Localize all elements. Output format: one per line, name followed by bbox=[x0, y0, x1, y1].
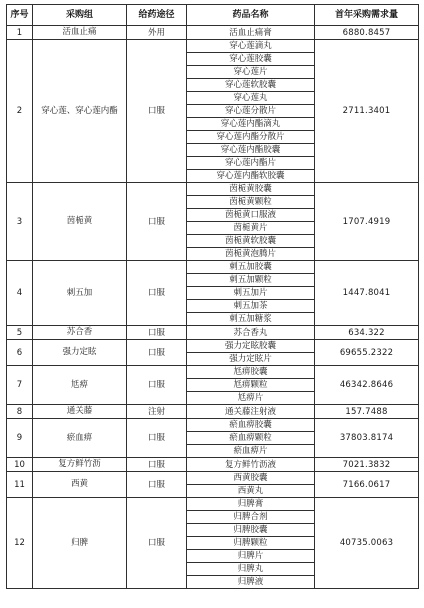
procurement-table bbox=[6, 4, 419, 589]
table-row bbox=[7, 419, 419, 432]
route-of-administration: 口服 bbox=[127, 40, 187, 183]
table-row bbox=[7, 26, 419, 40]
table-row bbox=[7, 183, 419, 196]
drug-name: 穿心莲内酯软胶囊 bbox=[187, 170, 315, 183]
drug-name: 活血止痛膏 bbox=[187, 26, 315, 40]
drug-name: 尪痹胶囊 bbox=[187, 366, 315, 379]
route-of-administration: 口服 bbox=[127, 419, 187, 458]
table-row bbox=[7, 366, 419, 379]
row-number: 3 bbox=[7, 183, 33, 261]
drug-name: 归脾颗粒 bbox=[187, 537, 315, 550]
procurement-group: 刺五加 bbox=[33, 261, 127, 326]
route-of-administration: 口服 bbox=[127, 366, 187, 405]
procurement-group: 瘀血痹 bbox=[33, 419, 127, 458]
route-of-administration: 口服 bbox=[127, 261, 187, 326]
procurement-group: 活血止痛 bbox=[33, 26, 127, 40]
drug-name: 穿心莲滴丸 bbox=[187, 40, 315, 53]
table-row bbox=[7, 405, 419, 419]
first-year-quantity: 1447.8041 bbox=[315, 261, 419, 326]
route-of-administration: 口服 bbox=[127, 326, 187, 340]
drug-name: 刺五加片 bbox=[187, 287, 315, 300]
drug-name: 瘀血痹颗粒 bbox=[187, 432, 315, 445]
first-year-quantity: 634.322 bbox=[315, 326, 419, 340]
header-quantity: 首年采购需求量 bbox=[315, 5, 419, 26]
route-of-administration: 口服 bbox=[127, 498, 187, 589]
procurement-group: 穿心莲、穿心莲内酯 bbox=[33, 40, 127, 183]
route-of-administration: 口服 bbox=[127, 472, 187, 498]
row-number: 5 bbox=[7, 326, 33, 340]
drug-name: 西黄丸 bbox=[187, 485, 315, 498]
drug-name: 归脾胶囊 bbox=[187, 524, 315, 537]
drug-name: 尪痹颗粒 bbox=[187, 379, 315, 392]
drug-name: 茵栀黄颗粒 bbox=[187, 196, 315, 209]
row-number: 8 bbox=[7, 405, 33, 419]
header-group: 采购组 bbox=[33, 5, 127, 26]
table-body bbox=[7, 26, 419, 589]
header-no: 序号 bbox=[7, 5, 33, 26]
drug-name: 茵栀黄软胶囊 bbox=[187, 235, 315, 248]
drug-name: 归脾片 bbox=[187, 550, 315, 563]
drug-name: 尪痹片 bbox=[187, 392, 315, 405]
procurement-group: 通关藤 bbox=[33, 405, 127, 419]
drug-name: 穿心莲内酯分散片 bbox=[187, 131, 315, 144]
drug-name: 归脾合剂 bbox=[187, 511, 315, 524]
first-year-quantity: 6880.8457 bbox=[315, 26, 419, 40]
route-of-administration: 口服 bbox=[127, 183, 187, 261]
drug-name: 穿心莲内酯片 bbox=[187, 157, 315, 170]
drug-name: 穿心莲软胶囊 bbox=[187, 79, 315, 92]
table-row bbox=[7, 40, 419, 53]
drug-name: 归脾液 bbox=[187, 576, 315, 589]
row-number: 12 bbox=[7, 498, 33, 589]
drug-name: 穿心莲片 bbox=[187, 66, 315, 79]
route-of-administration: 口服 bbox=[127, 458, 187, 472]
drug-name: 穿心莲内酯滴丸 bbox=[187, 118, 315, 131]
route-of-administration: 注射 bbox=[127, 405, 187, 419]
procurement-group: 复方鲜竹沥 bbox=[33, 458, 127, 472]
first-year-quantity: 2711.3401 bbox=[315, 40, 419, 183]
first-year-quantity: 1707.4919 bbox=[315, 183, 419, 261]
drug-name: 茵栀黄片 bbox=[187, 222, 315, 235]
row-number: 11 bbox=[7, 472, 33, 498]
first-year-quantity: 37803.8174 bbox=[315, 419, 419, 458]
procurement-group: 西黄 bbox=[33, 472, 127, 498]
drug-name: 复方鲜竹沥液 bbox=[187, 458, 315, 472]
row-number: 6 bbox=[7, 340, 33, 366]
procurement-group: 苏合香 bbox=[33, 326, 127, 340]
table-row bbox=[7, 498, 419, 511]
first-year-quantity: 157.7488 bbox=[315, 405, 419, 419]
row-number: 7 bbox=[7, 366, 33, 405]
table-row bbox=[7, 326, 419, 340]
row-number: 10 bbox=[7, 458, 33, 472]
header-route: 给药途径 bbox=[127, 5, 187, 26]
drug-name: 瘀血痹胶囊 bbox=[187, 419, 315, 432]
table-row bbox=[7, 261, 419, 274]
first-year-quantity: 7021.3832 bbox=[315, 458, 419, 472]
drug-name: 穿心莲分散片 bbox=[187, 105, 315, 118]
procurement-group: 尪痹 bbox=[33, 366, 127, 405]
drug-name: 茵栀黄泡腾片 bbox=[187, 248, 315, 261]
header-drug-name: 药品名称 bbox=[187, 5, 315, 26]
procurement-group: 归脾 bbox=[33, 498, 127, 589]
drug-name: 归脾膏 bbox=[187, 498, 315, 511]
table-row bbox=[7, 472, 419, 485]
drug-name: 瘀血痹片 bbox=[187, 445, 315, 458]
first-year-quantity: 69655.2322 bbox=[315, 340, 419, 366]
drug-name: 茵栀黄胶囊 bbox=[187, 183, 315, 196]
first-year-quantity: 40735.0063 bbox=[315, 498, 419, 589]
first-year-quantity: 46342.8646 bbox=[315, 366, 419, 405]
drug-name: 刺五加颗粒 bbox=[187, 274, 315, 287]
drug-name: 穿心莲胶囊 bbox=[187, 53, 315, 66]
row-number: 4 bbox=[7, 261, 33, 326]
drug-name: 茵栀黄口服液 bbox=[187, 209, 315, 222]
drug-name: 穿心莲内酯胶囊 bbox=[187, 144, 315, 157]
row-number: 1 bbox=[7, 26, 33, 40]
drug-name: 穿心莲丸 bbox=[187, 92, 315, 105]
drug-name: 强力定眩胶囊 bbox=[187, 340, 315, 353]
route-of-administration: 口服 bbox=[127, 340, 187, 366]
drug-name: 刺五加胶囊 bbox=[187, 261, 315, 274]
drug-name: 西黄胶囊 bbox=[187, 472, 315, 485]
header-row bbox=[7, 5, 419, 26]
table-row bbox=[7, 458, 419, 472]
row-number: 2 bbox=[7, 40, 33, 183]
drug-name: 刺五加茶 bbox=[187, 300, 315, 313]
route-of-administration: 外用 bbox=[127, 26, 187, 40]
drug-name: 归脾丸 bbox=[187, 563, 315, 576]
row-number: 9 bbox=[7, 419, 33, 458]
drug-name: 通关藤注射液 bbox=[187, 405, 315, 419]
drug-name: 强力定眩片 bbox=[187, 353, 315, 366]
procurement-group: 茵栀黄 bbox=[33, 183, 127, 261]
first-year-quantity: 7166.0617 bbox=[315, 472, 419, 498]
drug-name: 苏合香丸 bbox=[187, 326, 315, 340]
table-row bbox=[7, 340, 419, 353]
procurement-group: 强力定眩 bbox=[33, 340, 127, 366]
drug-name: 刺五加糖浆 bbox=[187, 313, 315, 326]
